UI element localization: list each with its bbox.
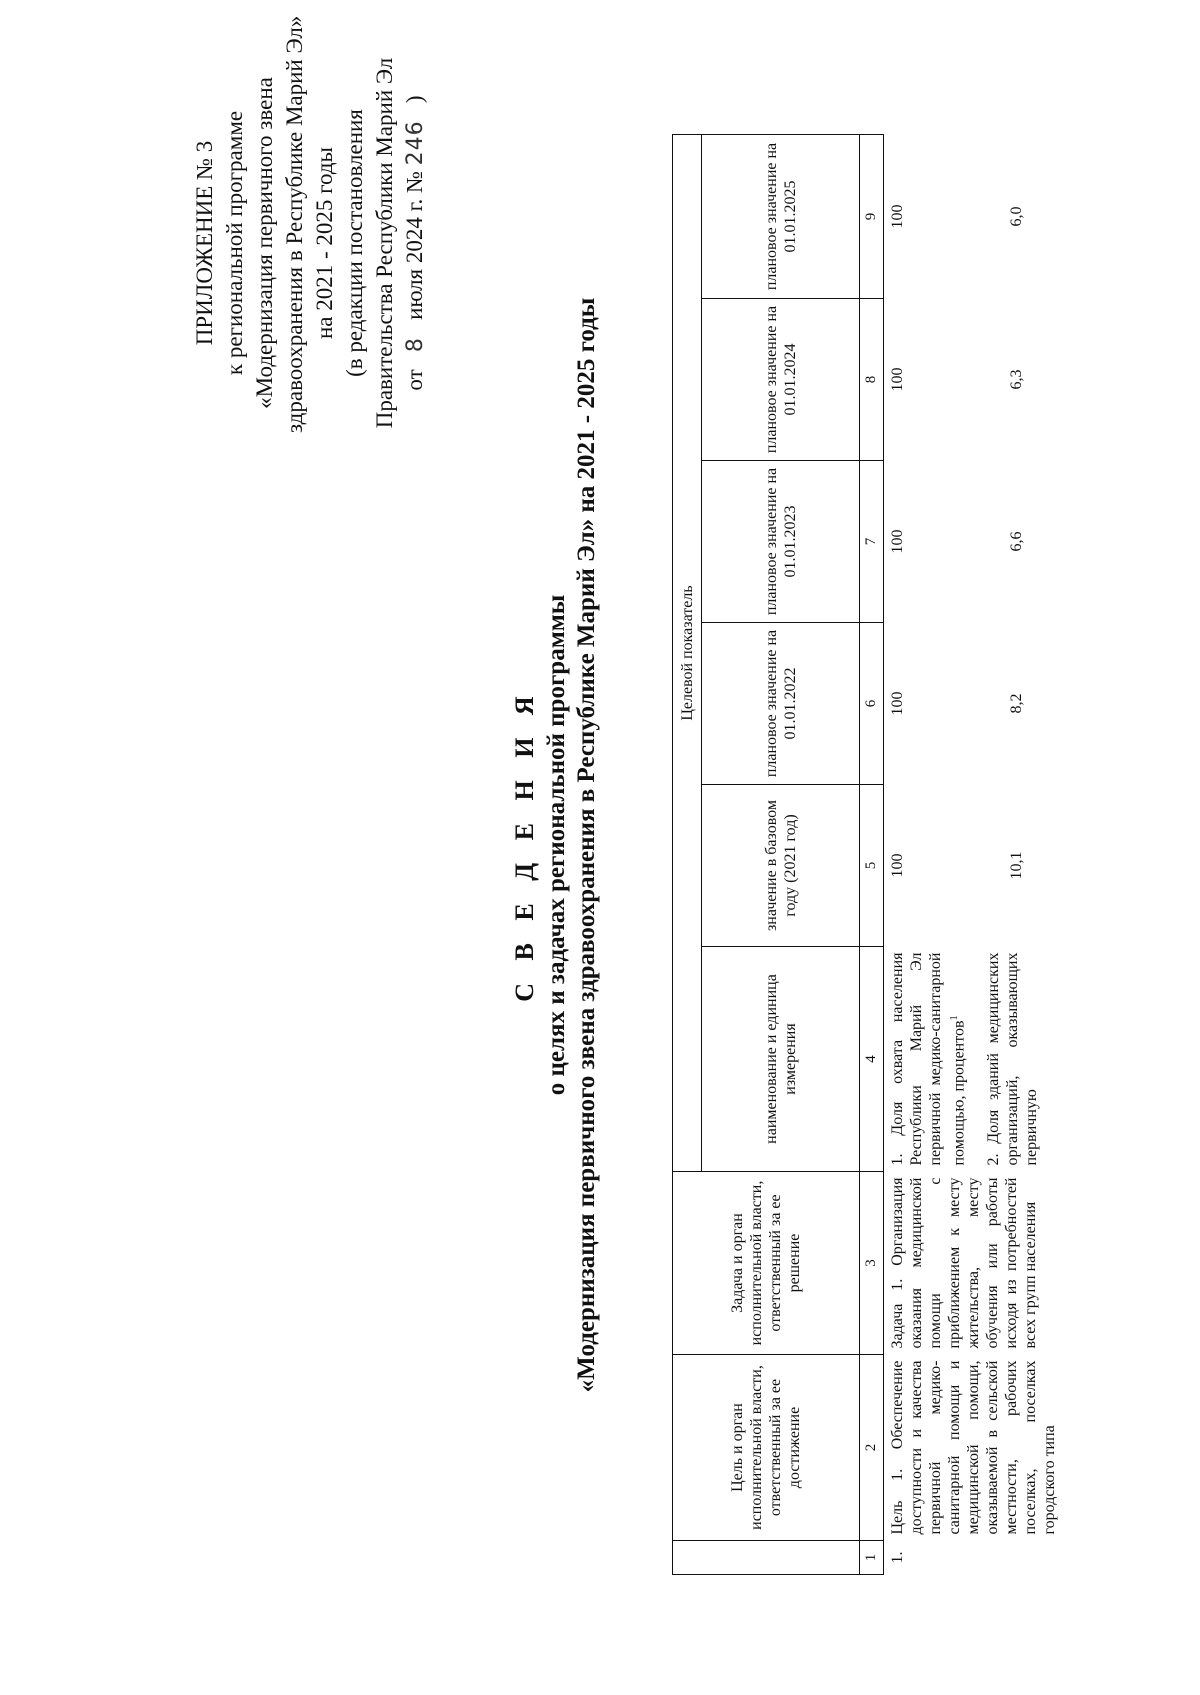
column-number: 7: [860, 461, 884, 623]
heading-title: С В Е Д Е Н И Я: [510, 688, 539, 1002]
column-number-row: [860, 134, 884, 1574]
value-cell: [884, 134, 1173, 298]
appendix-date-line: [400, 53, 431, 433]
value-cell: [884, 461, 1173, 623]
value-2024-1: 100: [889, 367, 906, 392]
header-base-value: значение в базовом году (2021 год): [702, 785, 860, 947]
column-number: 5: [860, 785, 884, 947]
task-cell: Задача 1. Организация оказания медицинской помощи с приближением к месту жительства, месту обучения или работы исходя из потребностей всех групп населения: [889, 1177, 1039, 1349]
value-base-2: 10,1: [1008, 851, 1025, 880]
header-plan-2025: плановое значение на 01.01.2025: [702, 134, 860, 298]
date-suffix: ): [402, 95, 427, 104]
header-task: Задача и орган исполнительной власти, ответственный за ее решение: [673, 1172, 860, 1355]
table-row: [884, 134, 1173, 1574]
indicator-2: 2. Доля зданий медицинских организаций, оказывающих первичную: [985, 952, 1041, 1166]
date-day: 8: [403, 337, 428, 353]
row-number: 1.: [889, 1551, 906, 1564]
document-heading: [508, 115, 602, 1575]
column-number: 9: [860, 134, 884, 298]
date-prefix: от: [402, 369, 427, 391]
value-cell: [884, 623, 1173, 785]
appendix-line: «Модернизация первичного звена: [252, 77, 277, 409]
value-cell: [884, 299, 1173, 461]
footnote-mark: 1: [949, 1015, 960, 1021]
heading-line-3: «Модернизация первичного звена здравоохранения в Республике Марий Эл» на 2021 - 2025 годы: [573, 297, 600, 1393]
value-base-1: 100: [889, 853, 906, 878]
header-plan-2024: плановое значение на 01.01.2024: [702, 299, 860, 461]
appendix-line: ПРИЛОЖЕНИЕ № 3: [192, 140, 217, 346]
date-month: июля 2024 г. №: [402, 171, 427, 320]
value-2023-2: 6,6: [1008, 531, 1025, 552]
header-plan-2023: плановое значение на 01.01.2023: [702, 461, 860, 623]
header-plan-2022: плановое значение на 01.01.2022: [702, 623, 860, 785]
goals-table: [672, 134, 1172, 1575]
header-indicator-name: наименование и единица измерения: [702, 947, 860, 1172]
value-2025-2: 6,0: [1008, 206, 1025, 227]
appendix-line: к региональной программе: [222, 110, 247, 376]
indicator-1: 1. Доля охвата населения Республики Марий Эл первичной медико-санитарной помощью, процентов: [889, 952, 968, 1166]
date-number: 246: [403, 120, 428, 166]
column-number: 1: [860, 1541, 884, 1575]
value-2025-1: 100: [889, 204, 906, 229]
value-2022-1: 100: [889, 691, 906, 716]
appendix-line: Правительства Республики Марий Эл: [372, 57, 397, 429]
appendix-line: на 2021 - 2025 годы: [312, 146, 337, 340]
column-number: 2: [860, 1355, 884, 1541]
goal-cell: Цель 1. Обеспечение доступности и качества первичной медико-санитарной помощи и медицинской помощи, оказываемой в сельской местности, рабочих поселках, поселках городского типа: [889, 1360, 1058, 1535]
column-number: 6: [860, 623, 884, 785]
value-cell: [884, 785, 1173, 947]
heading-line-2: о целях и задачах региональной программы: [543, 594, 570, 1096]
header-col-1: [673, 1541, 860, 1575]
appendix-line: (в редакции постановления: [342, 109, 367, 377]
header-goal: Цель и орган исполнительной власти, ответственный за ее достижение: [673, 1355, 860, 1541]
indicator-cell: [884, 947, 1173, 1172]
header-row-1: [673, 134, 702, 1574]
column-number: 4: [860, 947, 884, 1172]
value-2024-2: 6,3: [1008, 369, 1025, 390]
appendix-block: [190, 15, 431, 433]
column-number: 3: [860, 1172, 884, 1355]
appendix-line: здравоохранения в Республике Марий Эл»: [282, 15, 307, 433]
column-number: 8: [860, 299, 884, 461]
header-target-indicator: Целевой показатель: [673, 134, 702, 1171]
value-2022-2: 8,2: [1008, 693, 1025, 714]
value-2023-1: 100: [889, 529, 906, 554]
